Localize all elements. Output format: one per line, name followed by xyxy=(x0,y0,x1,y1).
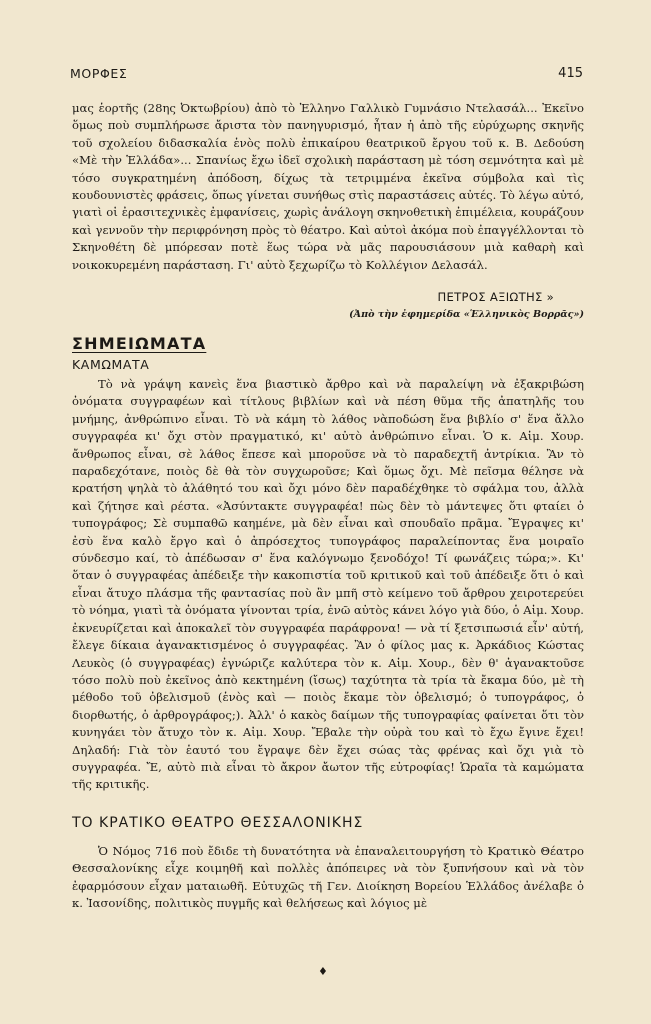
running-title: ΜΟΡΦΕΣ xyxy=(70,66,128,81)
page-number: 415 xyxy=(558,66,583,81)
notes-paragraph: Τὸ νὰ γράψη κανεὶς ἕνα βιαστικὸ ἄρθρο καὶ νὰ παραλείψη νὰ ἐξακριβώση ὀνόματα συγγραφέων καὶ τίτλους βιβλίων καὶ νὰ πέση θῦμα τῆς ἀπατηλῆς του μνήμης, ἀνθρώπινο εἶναι. Τὸ νὰ κάμη τὸ λάθος νὰποδώση ἕνα βιβλίο σ' ἕνα ἄλλο συγγραφέα κι' ὄχι στὸν πραγματικό, κι' αὐτὸ ἀνθρώπινο εἶναι. Ὁ κ. Αἰμ. Χουρ. ἄνθρωπος εἶναι, σὲ λάθος ἔπεσε καὶ μποροῦσε νὰ τὸ παραδεχτῆ ἀντρίκια. Ἂν τὸ παραδεχότανε, ποιὸς δὲ θὰ τὸν συγχωροῦσε; Καὶ ὅμως ὄχι. Μὲ πεῖσμα θέλησε νὰ κρατήση ψηλὰ τὸ ἀλάθητό του καὶ ὄχι μόνο δὲν παραδέχθηκε τὸ σφάλμα του, ἀλλὰ καὶ ζήτησε καὶ ρέστα. «Ἀσύντακτε συγγραφέα! πὼς δὲν τὸ μάντεψες ὅτι φταίει ὁ τυπογράφος; Σὲ συμπαθῶ καημένε, μὰ δὲν εἶναι καὶ σπουδαῖο πρᾶμα. Ἔγραψες κι' ἐσὺ ἕνα καλὸ ἔργο καὶ ὁ ἀπρόσεχτος τυπογράφος παραλείποντας ἕνα μοιραῖο σύνδεσμο καί, τὸ ἀπέδωσαν σ' ἕνα καλόγνωμο ξενοδόχο! Τί φωνάζεις τώρα;». Κι' ὅταν ὁ συγγραφέας ἀπέδειξε τὴν κακοπιστία τοῦ κριτικοῦ καὶ τοῦ ἀπέδειξε ὅτι ὁ καὶ εἶναι ἄτυχο πλάσμα τῆς φαντασίας ποὺ ἂν μπῆ στὸ κείμενο τοῦ ἄρθρου χειροτερεύει τὸ νόημα, γιατὶ τὰ ὀνόματα γίνονται τρία, ἐνῶ αὐτὸς κάνει λόγο γιὰ δύο, ὁ Αἰμ. Χουρ. ἐκνευρίζεται καὶ ἀποκαλεῖ τὸν συγγραφέα παράφρονα! — νὰ τί ξετσιπωσιά εἶν' αὐτή, ἔλεγε δίκαια ἀγανακτισμένος ὁ συγγραφέας. Ἂν ὁ φίλος μας κ. Ἀρκάδιος Κώστας Λευκὸς (ὁ συγγραφέας) ἐγνώριζε καλύτερα τὸν κ. Αἰμ. Χουρ., δὲν θ' ἀγανακτοῦσε τόσο πολὺ ποὺ ἐκεῖνος ἀπὸ κεκτημένη (ἴσως) ταχύτητα τὰ τρία τὰ ἔκαμα δύο, μὲ τὴ μέθοδο τοῦ ὀβελισμοῦ (ἑνὸς καὶ — ποιὸς ἔκαμε τὸν ὀβελισμό; ὁ τυπογράφος, ὁ διορθωτής, ὁ ἀρθρογράφος;). Ἀλλ' ὁ κακὸς δαίμων τῆς τυπογραφίας φαίνεται ὅτι τὸν κυνηγάει τὸν ἄτυχο τὸν κ. Αἰμ. Χουρ. Ἔβαλε τὴν οὐρὰ του καὶ τὸ ἔχω ἔγινε ἔχει! Δηλαδή: Γιὰ τὸν ἑαυτό του ἔγραψε δὲν ἔχει σώας τὰς φρένας καὶ ὄχι γιὰ τὸ συγγραφέα. Ἔ, αὐτὸ πιὰ εἶναι τὸ ἄκρον ἄωτον τῆς εὐτροφίας! Ὡραῖα τὰ καμώματα τῆς κριτικῆς. xyxy=(72,377,584,792)
notes-section xyxy=(72,376,584,794)
intro-paragraph: μας ἑορτῆς (28ης Ὀκτωβρίου) ἀπὸ τὸ Ἑλληνο Γαλλικὸ Γυμνάσιο Ντελασάλ... Ἐκεῖνο ὅμως ποὺ συμπλήρωσε ἄριστα τὸν πανηγυρισμό, ἦταν ἡ ἀπὸ τῆς εὐρύχωρης σκηνῆς τοῦ σχολείου διδασκαλία ἑνὸς πολὺ ἐπικαίρου θεατρικοῦ ἔργου τοῦ κ. Β. Δεδούση «Μὲ τὴν Ἑλλάδα»... Σπανίως ἔχω ἰδεῖ σχολικὴ παράσταση μὲ τόση σεμνότητα καὶ μὲ τόσο συγκρατημένη ἀπόδοση, δίχως τὰ τετριμμένα ἐκεῖνα σύμβολα καὶ τὶς κουδουνιστὲς φράσεις, ὅπως γίνεται συνήθως στὶς παραστάσεις αὐτές. Τὸ λέγω αὐτό, γιατὶ οἱ ἐρασιτεχνικὲς ἐμφανίσεις, χωρὶς ἀνάλογη σκηνοθετικὴ ἐπιμέλεια, κουράζουν καὶ γεννοῦν τὴν περιφρόνηση πρὸς τὸ θέατρο. Καὶ αὐτοὶ ἀκόμα ποὺ ἐπαγγέλλονται τὸ Σκηνοθέτη δὲ μπόρεσαν ποτὲ ἕως τώρα νὰ μᾶς παρουσιάσουν μιὰ καθαρὴ καὶ νοικοκυρεμένη παράσταση. Γι' αὐτὸ ξεχωρίζω τὸ Κολλέγιον Δελασάλ. xyxy=(72,101,584,272)
section-heading-theatre: ΤΟ ΚΡΑΤΙΚΟ ΘΕΑΤΡΟ ΘΕΣΣΑΛΟΝΙΚΗΣ xyxy=(72,815,364,831)
author-signature: ΠΕΤΡΟΣ ΑΞΙΩΤΗΣ » xyxy=(437,290,554,304)
signature-block xyxy=(72,290,584,320)
intro-section xyxy=(72,100,584,274)
page-header xyxy=(70,66,583,84)
ornament-icon: ♦ xyxy=(318,965,328,978)
theatre-section xyxy=(72,843,584,913)
theatre-paragraph: Ὁ Νόμος 716 ποὺ ἔδιδε τὴ δυνατότητα νὰ ἐπαναλειτουργήση τὸ Κρατικὸ Θέατρο Θεσσαλονίκης εἶχε κοιμηθῆ καὶ πολλὲς ἀπόπειρες νὰ τὸν ξυπνήσουν καὶ νὰ τὸν ἐφαρμόσουν εἶχαν ματαιωθῆ. Εὐτυχῶς τῆ Γεν. Διοίκηση Βορείου Ἑλλάδος ἀνέλαβε ὁ κ. Ἰασονίδης, πολιτικὸς πυγμῆς καὶ θελήσεως καὶ λόγιος μὲ xyxy=(72,844,584,911)
subheading-kamomata: ΚΑΜΩΜΑΤΑ xyxy=(72,357,150,372)
source-citation: (Ἀπὸ τὴν ἐφημερίδα «Ἑλληνικὸς Βορρᾶς») xyxy=(349,309,584,320)
section-heading-notes: ΣΗΜΕΙΩΜΑΤΑ xyxy=(72,334,207,353)
